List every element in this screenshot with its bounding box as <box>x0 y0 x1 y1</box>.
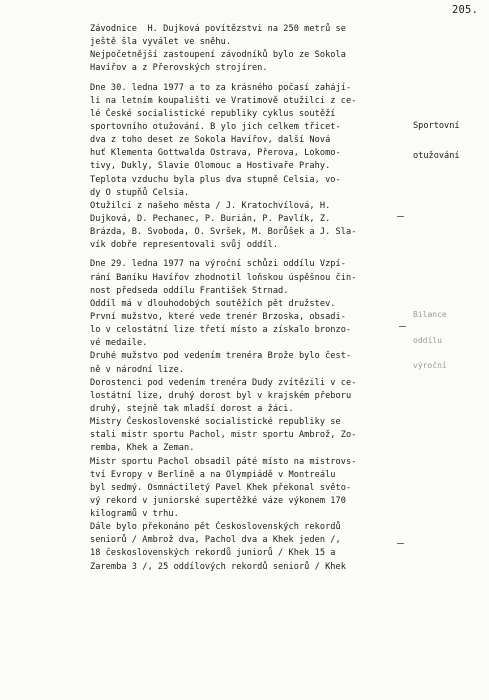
text-line: Oddíl má v dlouhodobých soutěžích pět družstev. <box>90 298 336 309</box>
text-line: remba, Khek a Zeman. <box>90 443 195 454</box>
text-line: byl sedmý. Osmnáctiletý Pavel Khek překonal světo- <box>90 482 352 493</box>
text-line: Druhé mužstvo pod vedením trenéra Brože bylo čest- <box>90 351 352 362</box>
text-line: li na letním koupališti ve Vratimově otužilci z ce- <box>90 95 357 106</box>
text-line: vý rekord v juniorské supertěžké váze výkonem 170 <box>90 495 346 506</box>
text-line: Mistr sportu Pachol obsadil páté místo na mistrovs- <box>90 456 357 467</box>
text-line: dy O stupňů Celsia. <box>90 187 190 198</box>
text-line: Otužilci z našeho města / J. Kratochvílová, H. <box>90 200 331 211</box>
text-line: vé medaile. <box>90 338 148 349</box>
text-line: Dne 29. ledna 1977 na výroční schůzi oddílu Vzpí- <box>90 259 346 270</box>
text-line: lostátní lize, druhý dorost byl v krajském přeboru <box>90 390 352 401</box>
text-line: Závodnice H. Dujková povítězstvi na 250 metrů se <box>90 24 346 34</box>
margin-note-line: Bilance <box>413 310 447 319</box>
text-line: stali mistr sportu Pachol, mistr sportu Ambrož, Zo- <box>90 430 357 441</box>
text-line: Nejpočetnější zastoupení závodníků bylo ze Sokola <box>90 50 346 61</box>
text-line: druhý, stejně tak mladší dorost a žáci. <box>90 403 294 414</box>
text-line: tví Evropy v Berlíně a na Olympiádě v Montreálu <box>90 469 336 480</box>
margin-note-line: oddílu <box>413 335 442 345</box>
text-line: Dále bylo překonáno pět Československých rekordů <box>90 522 341 533</box>
text-line: nost předseda oddílu František Strnad. <box>90 285 289 296</box>
margin-dash <box>399 326 406 327</box>
text-line: Teplota vzduchu byla plus dva stupně Celsia, vo- <box>90 174 341 185</box>
text-line: rání Baníku Havířov zhodnotil loňskou úspěšnou čin- <box>90 272 357 283</box>
text-line: ně v národní lize. <box>90 364 185 375</box>
text-line: Dne 30. ledna 1977 a to za krásného počasí zahájí- <box>90 82 352 93</box>
text-line: huť Klementa Gottwalda Ostrava, Přerova, Lokomo- <box>90 148 341 159</box>
text-line: Dorostenci pod vedením trenéra Dudy zvítězili v ce- <box>90 377 357 388</box>
text-line: Brázda, B. Svoboda, O. Svršek, M. Borůšek a J. Sla- <box>90 227 357 238</box>
margin-dash <box>397 216 404 217</box>
text-line: 18 československých rekordů juniorů / Khek 15 a <box>90 548 336 559</box>
margin-note-line: otužování <box>413 151 460 161</box>
text-line: Mistry Československé socialistické republiky se <box>90 417 341 428</box>
text-line: lo v celostátní lize třetí místo a získalo bronzo- <box>90 325 352 336</box>
text-line: Dujková, D. Pechanec, P. Burián, P. Pavlík, Z. <box>90 213 331 224</box>
paragraph-winter-swimming <box>90 82 390 253</box>
text-line: tivy, Dukly, Slavie Olomouc a Hostivaře Prahy. <box>90 161 331 172</box>
text-line: sportovního otužování. B ylo jich celkem třicet- <box>90 121 341 132</box>
text-line: ještě šla vyválet ve sněhu. <box>90 37 232 48</box>
text-line: vík dobře representovali svůj oddíl. <box>90 240 279 251</box>
text-line: První mužstvo, které vede trenér Brzoska, obsadi- <box>90 311 346 322</box>
margin-note-line: Sportovní <box>413 121 460 131</box>
text-line: dva z toho deset ze Sokola Havířov, další Nová <box>90 135 331 146</box>
text-line: Havířov a z Přerovských strojíren. <box>90 63 268 74</box>
body-text <box>90 23 390 574</box>
margin-note-line: výroční <box>413 361 447 370</box>
text-line: Zaremba 3 /, 25 oddílových rekordů seniorů / Khek <box>90 561 346 572</box>
paragraph-weightlifting-annual-meeting <box>90 258 390 573</box>
margin-note-sport <box>413 101 460 181</box>
page-number: 205. <box>452 4 479 16</box>
margin-note-bilance <box>413 294 447 388</box>
text-line: kilogramů v trhu. <box>90 509 179 520</box>
text-line: seniorů / Ambrož dva, Pachol dva a Khek jeden /, <box>90 535 341 546</box>
text-line: lé České socialistické republiky cyklus soutěží <box>90 108 336 119</box>
margin-dash <box>397 543 404 544</box>
paragraph-ice-swim-results <box>90 23 390 76</box>
